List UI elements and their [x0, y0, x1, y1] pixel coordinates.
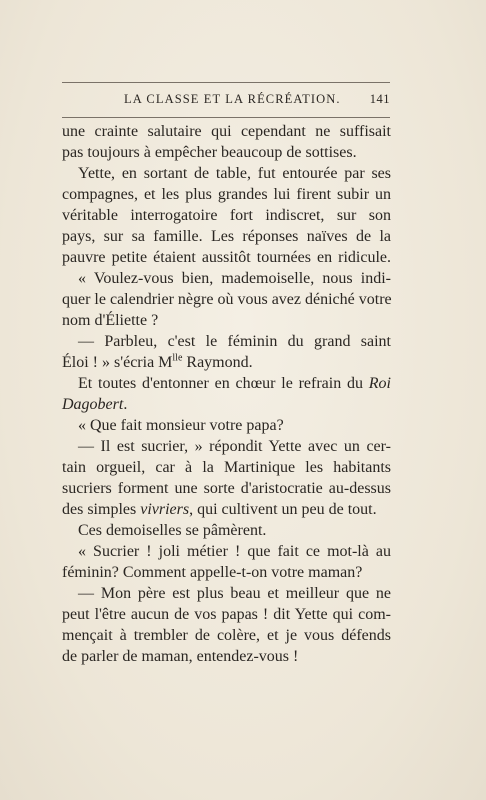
text-line: pas toujours à empêcher beaucoup de sottises. — [62, 144, 357, 161]
text-line: des simples vivriers, qui cultivent un peu de tout. — [62, 501, 377, 518]
text-line: mençait à trembler de colère, et je vous défends — [62, 627, 391, 644]
text-line: Dagobert. — [62, 396, 128, 413]
text-line: Yette, en sortant de table, fut entourée par ses — [78, 165, 391, 182]
text-line: quer le calendrier nègre où vous avez déniché votre — [62, 291, 392, 308]
text-line: tain orgueil, car à la Martinique les habitants — [62, 459, 391, 476]
body-text — [62, 121, 391, 667]
text-line: sucriers forment une sorte d'aristocratie au-dessus — [62, 480, 391, 497]
running-title: LA CLASSE ET LA RÉCRÉATION. — [124, 92, 341, 106]
text-line: de parler de maman, entendez-vous ! — [62, 648, 299, 665]
text-line: nom d'Éliette ? — [62, 312, 159, 329]
page-number: 141 — [369, 92, 390, 106]
text-line: « Sucrier ! joli métier ! que fait ce mot-là au — [78, 543, 391, 560]
text-line: — Il est sucrier, » répondit Yette avec un cer- — [78, 438, 391, 455]
text-line: — Mon père est plus beau et meilleur que ne — [78, 585, 391, 602]
text-line: « Voulez-vous bien, mademoiselle, nous indi- — [78, 270, 391, 287]
text-line: véritable interrogatoire fort indiscret, sur son — [62, 207, 391, 224]
text-line: Et toutes d'entonner en chœur le refrain du Roi — [78, 375, 391, 392]
header-rule-top — [62, 82, 390, 83]
text-line: pays, sur sa famille. Les réponses naïves de la — [62, 228, 391, 245]
running-head — [62, 92, 390, 112]
text-line: féminin? Comment appelle-t-on votre maman? — [62, 564, 363, 581]
text-line: une crainte salutaire qui cependant ne suffisait — [62, 123, 391, 140]
text-line: — Parbleu, c'est le féminin du grand saint — [78, 333, 391, 350]
text-line: pauvre petite étaient aussitôt tournées en ridicule. — [62, 249, 391, 266]
text-line: Éloi ! » s'écria $M^{lle}$ Raymond. — [62, 352, 253, 371]
text-line: « Que fait monsieur votre papa? — [78, 417, 284, 434]
header-rule-bottom — [62, 117, 390, 118]
text-line: Ces demoiselles se pâmèrent. — [78, 522, 267, 539]
text-line: compagnes, et les plus grandes lui firent subir un — [62, 186, 391, 203]
text-line: peut l'être aucun de vos papas ! dit Yette qui com- — [62, 606, 391, 623]
